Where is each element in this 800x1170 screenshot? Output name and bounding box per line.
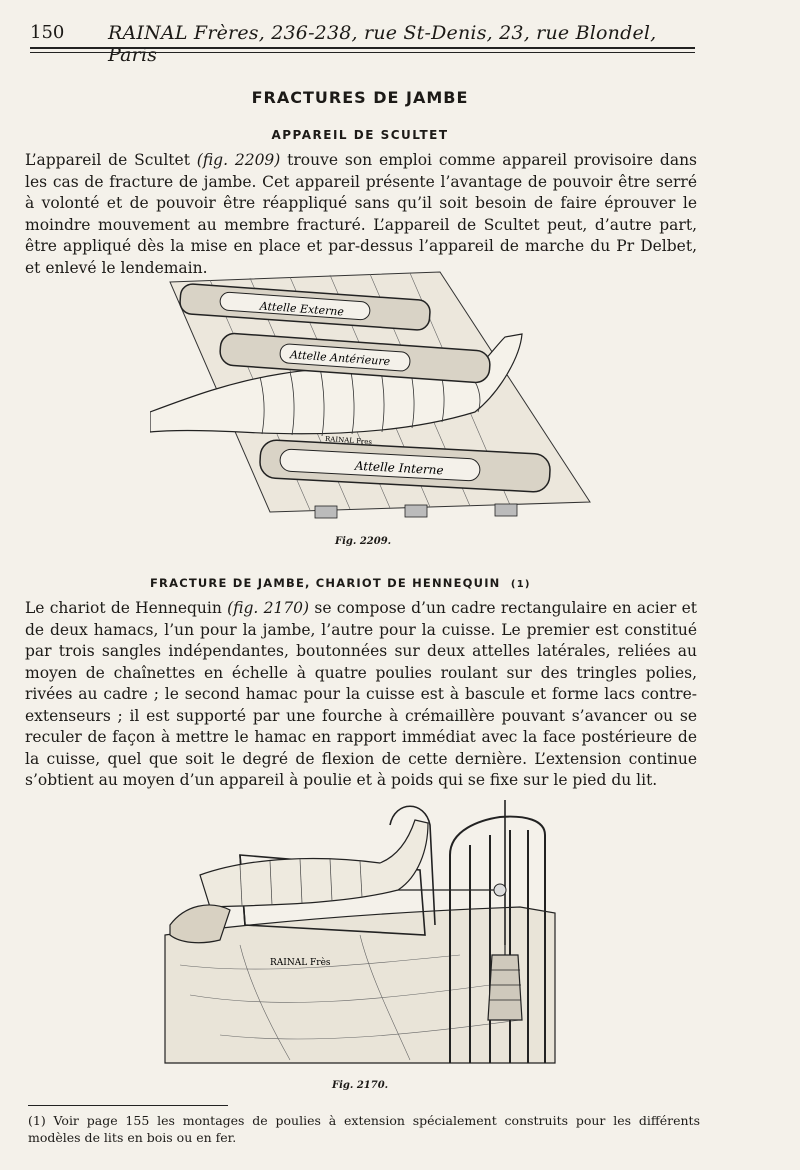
- figure-scultet-apparatus: [150, 262, 595, 532]
- header-rule-thin: [30, 52, 695, 53]
- page-number: 150: [30, 22, 65, 43]
- header-rule-thick: [30, 47, 695, 49]
- subsection-title-hennequin: [150, 576, 531, 590]
- figure-reference: (fig. 2170): [227, 599, 310, 617]
- maker-mark: RAINAL Fres: [324, 434, 373, 447]
- paragraph-text: L’appareil de Scultet: [25, 151, 197, 169]
- splint-label-anterior: Attelle Antérieure: [289, 348, 391, 369]
- paragraph-text: trouve son emploi comme appareil provisoire dans les cas de fracture de jambe. Cet appareil présente l’avantage de pouvoir être serré à volonté et de pouvoir être réappliqué sans qu’il soit besoin de faire éprouver le moindre mouvement au membre fracturé. L’appareil de Scultet peut, d’autre part, être appliqué dès la mise en place et par-dessus l’appareil de marche du Pr Delbet, et enlevé le lendemain.: [25, 151, 698, 277]
- splint-label-external: Attelle Externe: [259, 299, 345, 319]
- footnote: (1) Voir page 155 les montages de poulies à extension spécialement construits pour les différents modèles de lits en bois ou en fer.: [28, 1113, 700, 1145]
- maker-mark-2170: RAINAL Frès: [270, 958, 331, 968]
- figure-hennequin-chariot: [160, 795, 560, 1075]
- running-title: RAINAL Frères, 236-238, rue St-Denis, 23, rue Blondel, Paris: [108, 22, 657, 66]
- subsection-title-text: FRACTURE DE JAMBE, CHARIOT DE HENNEQUIN: [150, 576, 501, 590]
- paragraph-scultet: [25, 150, 697, 279]
- paragraph-text: Le chariot de Hennequin: [25, 599, 228, 617]
- paragraph-text: se compose d’un cadre rectangulaire en acier et de deux hamacs, l’un pour la jambe, l’autre pour la cuisse. Le premier est constitué par trois sangles indépendantes, boutonnées sur deux attelles latérales, reliées au moyen de chaînettes en échelle à quatre poulies roulant sur des tringles polies, rivées au cadre ; le second hamac pour la cuisse est à bascule et forme lacs contre-extenseurs ; il est supporté par une fourche à crémaillère pouvant s’avancer ou se reculer de façon à mettre le hamac en rapport immédiat avec la face postérieure de la cuisse, quel que soit le degré de flexion de cette dernière. L’extension continue s’obtient au moyen d’un appareil à poulie et à poids qui se fixe sur le pied du lit.: [25, 599, 698, 789]
- figure-caption-2170: Fig. 2170.: [332, 1080, 389, 1091]
- footnote-rule: [28, 1105, 228, 1106]
- figure-reference: (fig. 2209): [196, 151, 281, 169]
- splint-label-internal: Attelle Interne: [354, 458, 444, 478]
- subsection-title-scultet: APPAREIL DE SCULTET: [271, 128, 449, 142]
- running-header: [30, 20, 695, 66]
- footnote-marker: (1): [510, 579, 531, 590]
- figure-caption-2209: Fig. 2209.: [335, 536, 392, 547]
- section-title: FRACTURES DE JAMBE: [251, 88, 469, 107]
- paragraph-hennequin: [25, 598, 697, 792]
